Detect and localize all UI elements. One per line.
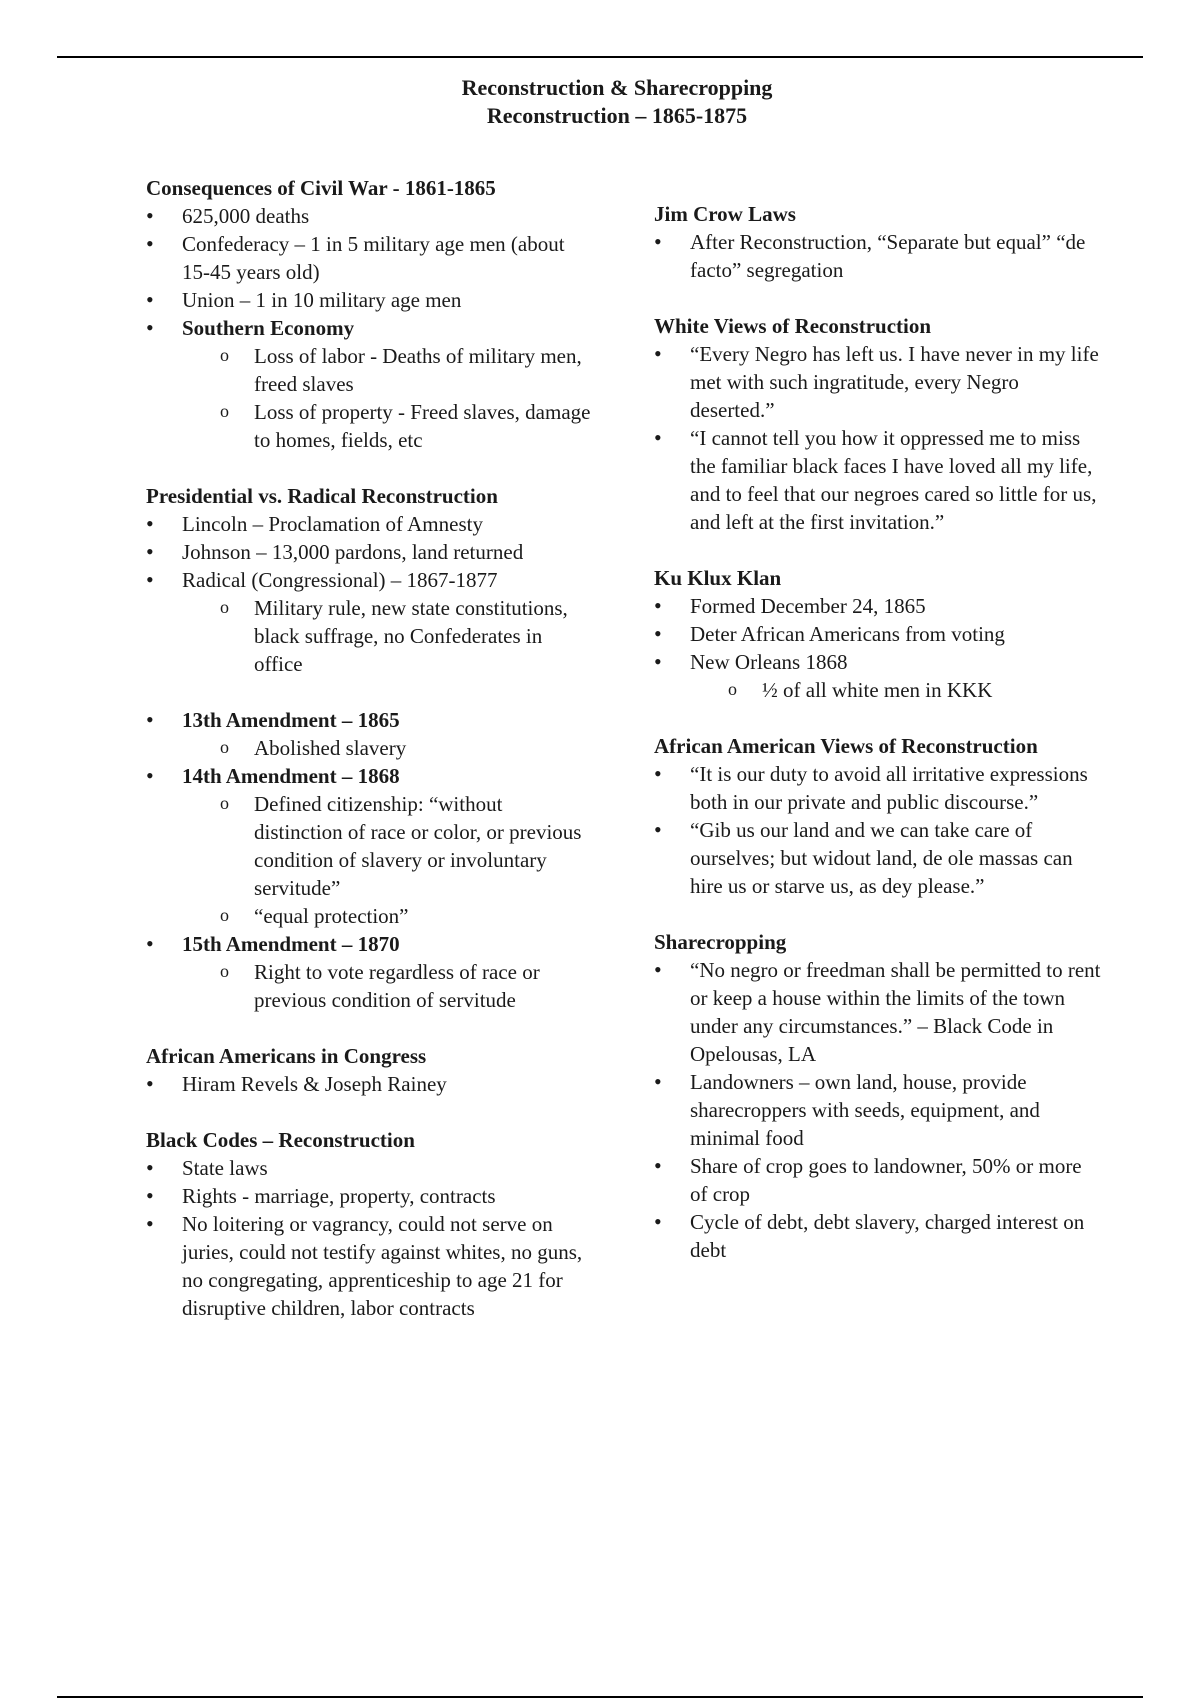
sub-list-item: o Abolished slavery xyxy=(218,734,596,762)
section-kkk xyxy=(654,564,1104,704)
list-item: • Share of crop goes to landowner, 50% or more of crop xyxy=(654,1152,1104,1208)
sub-list xyxy=(690,676,1104,704)
right-column xyxy=(654,200,1104,1292)
left-column xyxy=(146,174,596,1350)
list-item: • “Every Negro has left us. I have never in my life met with such ingratitude, every Negro deserted.” xyxy=(654,340,1104,424)
list-item: • Rights - marriage, property, contracts xyxy=(146,1182,596,1210)
bullet-list xyxy=(654,228,1104,284)
bullet-list xyxy=(146,202,596,454)
list-item: • Deter African Americans from voting xyxy=(654,620,1104,648)
list-item: • 625,000 deaths xyxy=(146,202,596,230)
page-title xyxy=(0,74,1200,130)
bullet-list xyxy=(654,956,1104,1264)
section-heading: African Americans in Congress xyxy=(146,1044,427,1068)
section-civil-war xyxy=(146,174,596,454)
bullet-list xyxy=(146,510,596,678)
title-line-2: Reconstruction – 1865-1875 xyxy=(486,103,748,128)
section-heading: African American Views of Reconstruction xyxy=(654,734,1038,758)
section-heading: Sharecropping xyxy=(654,930,787,954)
list-item: • “Gib us our land and we can take care of ourselves; but widout land, de ole massas can hire us or starve us, as dey please.” xyxy=(654,816,1104,900)
sub-list-item: o “equal protection” xyxy=(218,902,596,930)
bullet-list xyxy=(654,760,1104,900)
section-amendments xyxy=(146,706,596,1014)
bullet-list xyxy=(146,1070,596,1098)
sub-list xyxy=(182,734,596,762)
section-aa-views xyxy=(654,732,1104,900)
sub-list-item: o Right to vote regardless of race or previous condition of servitude xyxy=(218,958,596,1014)
list-item: • After Reconstruction, “Separate but equal” “de facto” segregation xyxy=(654,228,1104,284)
list-item: • Lincoln – Proclamation of Amnesty xyxy=(146,510,596,538)
list-item: • 13th Amendment – 1865 o Abolished slavery xyxy=(146,706,596,762)
top-rule xyxy=(57,56,1143,58)
section-heading: Black Codes – Reconstruction xyxy=(146,1128,415,1152)
section-congress xyxy=(146,1042,596,1098)
sub-list-item: o Loss of labor - Deaths of military men, freed slaves xyxy=(218,342,596,398)
list-item: • Hiram Revels & Joseph Rainey xyxy=(146,1070,596,1098)
list-item: • Johnson – 13,000 pardons, land returned xyxy=(146,538,596,566)
list-item: • State laws xyxy=(146,1154,596,1182)
list-item: • “No negro or freedman shall be permitted to rent or keep a house within the limits of the town under any circumstances.” – Black Code in Opelousas, LA xyxy=(654,956,1104,1068)
sub-list-item: o Loss of property - Freed slaves, damage to homes, fields, etc xyxy=(218,398,596,454)
section-jim-crow xyxy=(654,200,1104,284)
list-item: • Southern Economy o Loss of labor - Deaths of military men, freed slaves o Loss of property - Freed slaves, damage to homes, fields, etc xyxy=(146,314,596,454)
bullet-list xyxy=(654,340,1104,536)
list-item: • 14th Amendment – 1868 o Defined citizenship: “without distinction of race or color, or previous condition of slavery or involuntary servitude” o “equal protection” xyxy=(146,762,596,930)
list-item: • Cycle of debt, debt slavery, charged interest on debt xyxy=(654,1208,1104,1264)
bullet-list xyxy=(146,1154,596,1322)
title-line-1: Reconstruction & Sharecropping xyxy=(461,75,773,100)
section-heading: Ku Klux Klan xyxy=(654,566,782,590)
sub-list xyxy=(182,342,596,454)
list-item: • Union – 1 in 10 military age men xyxy=(146,286,596,314)
sub-list xyxy=(182,594,596,678)
section-heading: Consequences of Civil War - 1861-1865 xyxy=(146,176,496,200)
list-item: • Formed December 24, 1865 xyxy=(654,592,1104,620)
bullet-list xyxy=(654,592,1104,704)
sub-list xyxy=(182,958,596,1014)
section-black-codes xyxy=(146,1126,596,1322)
sub-list-item: o ½ of all white men in KKK xyxy=(726,676,1104,704)
sub-list-item: o Military rule, new state constitutions, black suffrage, no Confederates in office xyxy=(218,594,596,678)
section-heading: Presidential vs. Radical Reconstruction xyxy=(146,484,498,508)
list-item: • Landowners – own land, house, provide sharecroppers with seeds, equipment, and minimal food xyxy=(654,1068,1104,1152)
section-sharecropping xyxy=(654,928,1104,1264)
list-item: • No loitering or vagrancy, could not serve on juries, could not testify against whites, no guns, no congregating, apprenticeship to age 21 for disruptive children, labor contracts xyxy=(146,1210,596,1322)
sub-list-item: o Defined citizenship: “without distinction of race or color, or previous condition of slavery or involuntary servitude” xyxy=(218,790,596,902)
section-heading: White Views of Reconstruction xyxy=(654,314,932,338)
bullet-list xyxy=(146,706,596,1014)
section-heading: Jim Crow Laws xyxy=(654,202,796,226)
list-item: • Confederacy – 1 in 5 military age men (about 15-45 years old) xyxy=(146,230,596,286)
bottom-rule xyxy=(57,1696,1143,1698)
section-presidential-radical xyxy=(146,482,596,678)
list-item: • New Orleans 1868 o ½ of all white men in KKK xyxy=(654,648,1104,704)
list-item: • “It is our duty to avoid all irritative expressions both in our private and public discourse.” xyxy=(654,760,1104,816)
section-white-views xyxy=(654,312,1104,536)
list-item: • Radical (Congressional) – 1867-1877 o Military rule, new state constitutions, black suffrage, no Confederates in office xyxy=(146,566,596,678)
list-item: • 15th Amendment – 1870 o Right to vote regardless of race or previous condition of servitude xyxy=(146,930,596,1014)
sub-list xyxy=(182,790,596,930)
list-item: • “I cannot tell you how it oppressed me to miss the familiar black faces I have loved all my life, and to feel that our negroes cared so little for us, and left at the first invitation.” xyxy=(654,424,1104,536)
